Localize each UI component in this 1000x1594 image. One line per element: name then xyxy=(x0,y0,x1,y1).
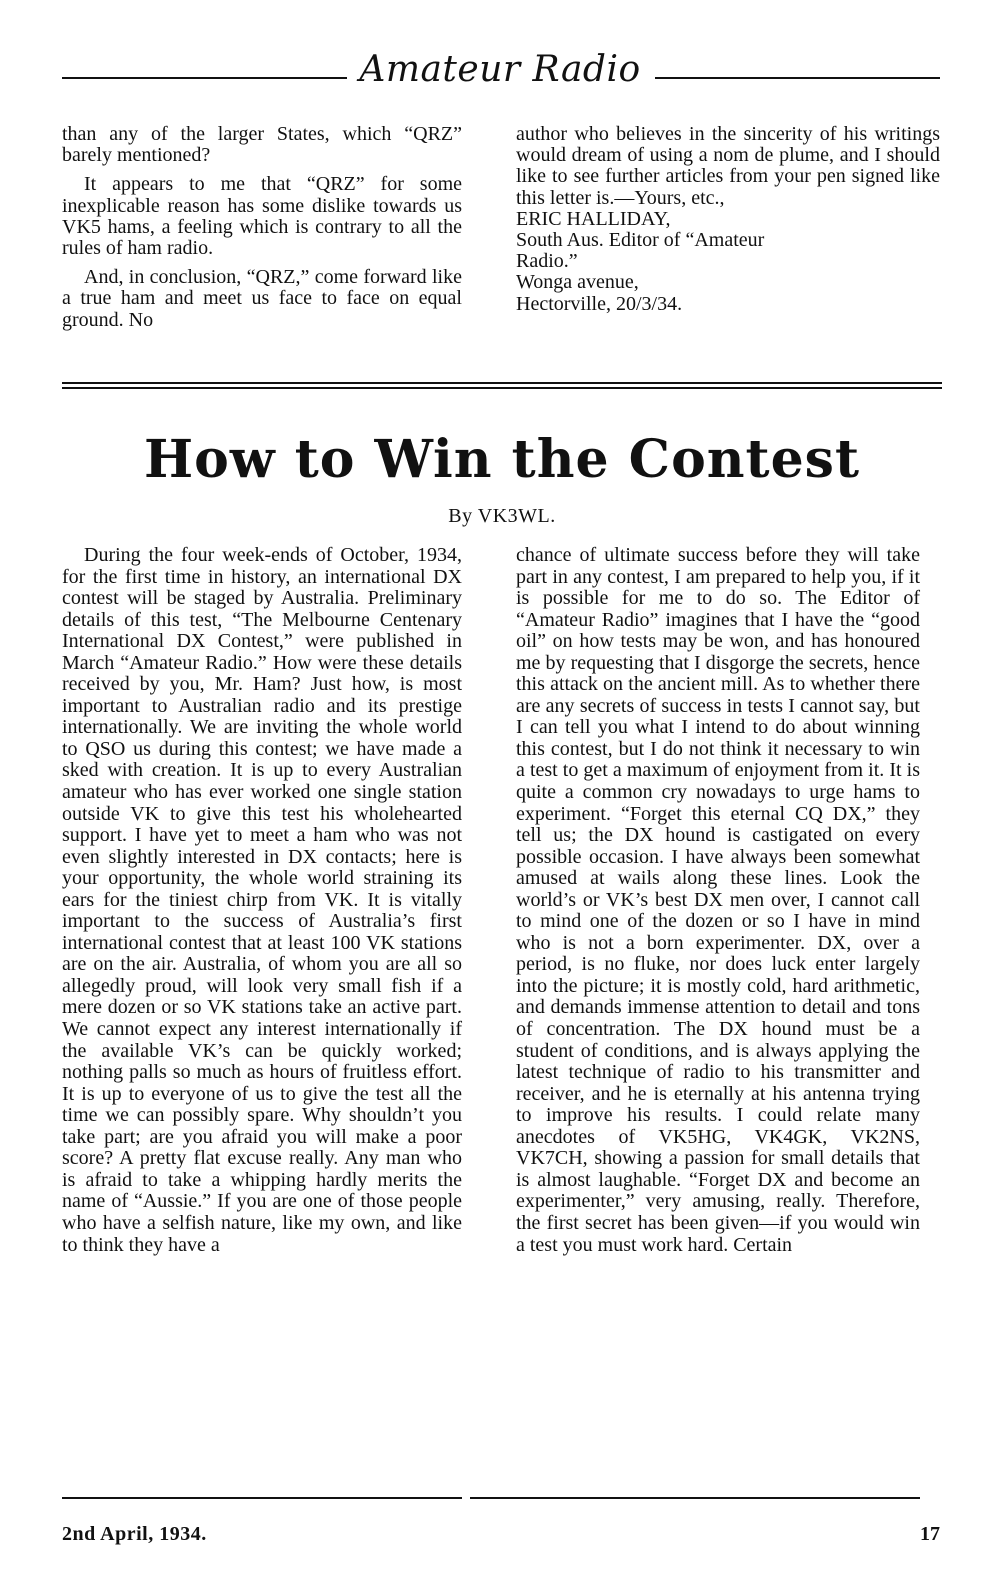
article-paragraph-continued: chance of ultimate success before they will take part in any contest, I am prepared to help you, if it is possible for me to do so. The Editor of “Amateur Radio” imagines that I have the “good oil” on how tests may be won, and has honoured me by requesting that I disgorge the secrets, hence this attack on the ancient mill. As to whether there are any secrets of success in tests I cannot say, but I can tell you what I intend to do about winning this contest, but I do not think it necessary to win a test to get a maximum of enjoyment from it. It is quite a common cry nowadays to urge hams to experiment. “Forget this eternal CQ DX,” they tell us; the DX hound is castigated on every possible occasion. I have always been somewhat amused at wails along these lines. Look the world’s or VK’s best DX men over, I cannot call to mind one of the dozen or so I have in mind who is not a born experimenter. DX, over a period, is no fluke, nor does luck enter largely into the picture; it is mostly cold, hard arithmetic, and demands immense attention to detail and tons of concentration. The DX hound must be a student of conditions, and is always applying the latest technique of radio to his transmitter and receiver, and he is eternally at his antenna trying to improve his results. I could relate many anecdotes of VK5HG, VK4GK, VK2NS, VK7CH, showing a passion for small details that is almost laughable. “Forget DX and become an experimenter,” very amusing, really. Therefore, the first secret has been given—if you would win a test you must work hard. Certain xyxy=(516,544,920,1256)
letter-right-column xyxy=(516,124,940,315)
signature-title-continued: Radio.” xyxy=(516,250,578,273)
article-left-column xyxy=(62,545,462,1256)
masthead-title: Amateur Radio xyxy=(359,49,641,90)
article-paragraph: During the four week-ends of October, 1934, for the first time in history, an international DX contest will be staged by Australia. Preliminary details of this test, “The Melbourne Centenary International DX Contest,” were published in March “Amateur Radio.” How were these details received by you, Mr. Ham? Just how, is most important to Australian radio and its prestige internationally. We are inviting the whole world to QSO us during this contest; we have made a sked with creation. It is up to every Australian amateur who has ever worked one single station outside VK to give this test his wholehearted support. I have yet to meet a ham who was not even slightly interested in DX contacts; here is your opportunity, the whole world straining its ears for the tiniest chirp from VK. It is vitally important to the success of Australia’s first international contest that at least 100 VK stations are on the air. Australia, of whom you are all so allegedly proud, will look very small fish if a mere dozen or so VK stations take an active part. We cannot expect any interest internationally if the available VK’s can be quickly worked; nothing palls so much as hours of fruitless effort. It is up to everyone of us to give the test all the time we can possibly spare. Why shouldn’t you take part; are you afraid you will make a poor score? A pretty flat excuse really. Any man who is afraid to take a whipping hardly merits the name of “Aussie.” If you are one of those people who have a selfish nature, like my own, and like to think they have a xyxy=(62,544,462,1256)
letter-paragraph: It appears to me that “QRZ” for some inexplicable reason has some dislike towards us VK5 hams, a feeling which is contrary to all the rules of ham radio. xyxy=(62,173,462,260)
letter-closing-paragraph: author who believes in the sincerity of his writings would dream of using a nom de plume, and I should like to see further articles from your pen signed like this letter is.—Yours, etc., xyxy=(516,123,940,209)
footer-rule-right xyxy=(470,1497,920,1499)
footer-rule-left xyxy=(62,1497,462,1499)
letter-paragraph: And, in conclusion, “QRZ,” come forward like a true ham and meet us face to face on equal ground. No xyxy=(62,266,462,331)
signature-name: ERIC HALLIDAY, xyxy=(516,207,671,230)
letter-paragraph: than any of the larger States, which “QRZ” barely mentioned? xyxy=(62,123,462,167)
article-byline: By VK3WL. xyxy=(448,505,556,527)
section-divider xyxy=(62,382,942,389)
issue-date: 2nd April, 1934. xyxy=(62,1523,207,1545)
masthead-rule-left xyxy=(62,77,347,79)
address-street: Wonga avenue, xyxy=(516,271,639,294)
article-title: How to Win the Contest xyxy=(144,429,860,490)
letter-left-column xyxy=(62,124,462,331)
article-right-column xyxy=(516,545,920,1256)
page-number: 17 xyxy=(920,1523,940,1545)
signature-title: South Aus. Editor of “Amateur xyxy=(516,229,765,252)
masthead-rule-right xyxy=(655,77,940,79)
address-town-date: Hectorville, 20/3/34. xyxy=(516,292,683,315)
